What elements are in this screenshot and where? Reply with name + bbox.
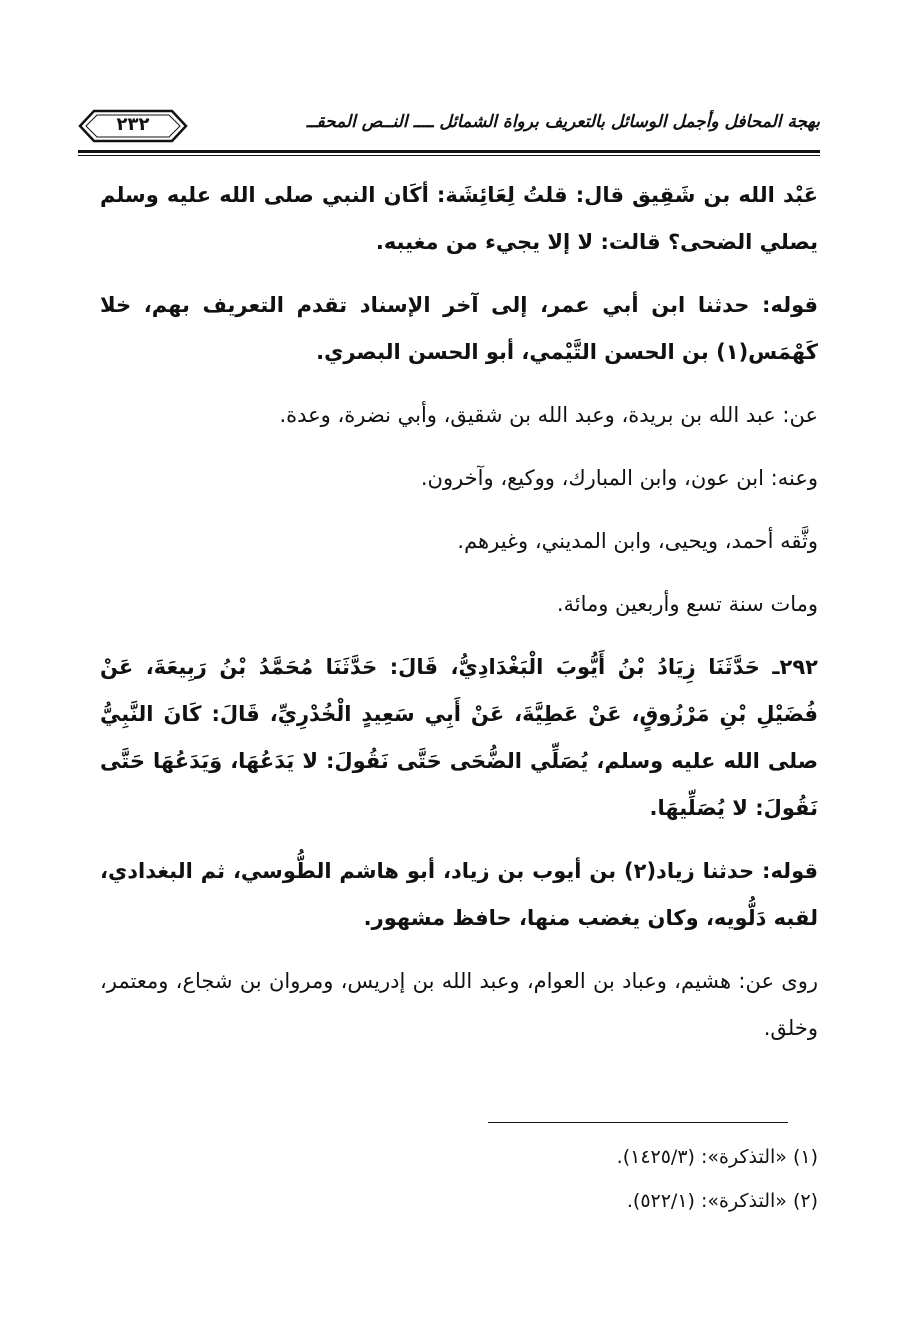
paragraph: ومات سنة تسع وأربعين ومائة.: [556, 592, 818, 616]
paragraph: وعنه: ابن عون، وابن المبارك، ووكيع، وآخرون.: [420, 466, 818, 490]
header-rule: [78, 150, 820, 153]
paragraph: عَبْد الله بن شَقِيق قال: قلتُ لِعَائِشَة: أكَان النبي صلى الله عليه وسلم يصلي الضحى؟ قالت: لا إلا يجيء من مغيبه.: [100, 183, 818, 254]
footnote-separator: [488, 1122, 788, 1123]
paragraph: قوله: حدثنا زياد(٢) بن أيوب بن زياد، أبو هاشم الطُّوسي، ثم البغدادي، لقبه دَلُّويه، وكان يغضب منها، حافظ مشهور.: [100, 859, 818, 930]
page-number-frame: [78, 108, 188, 144]
main-text: [100, 172, 818, 1068]
page-number: ٢٣٢: [116, 114, 150, 135]
hadith-paragraph: ٢٩٢ـ حَدَّثَنَا زِيَادُ بْنُ أَيُّوبَ الْبَغْدَادِيُّ، قَالَ: حَدَّثَنَا مُحَمَّدُ بْنُ رَبِيعَةَ، عَنْ فُضَيْلِ بْنِ مَرْزُوقٍ، عَنْ عَطِيَّةَ، عَنْ أَبِي سَعِيدٍ الْخُدْرِيِّ، قَالَ: كَانَ النَّبِيُّ صلى الله عليه وسلم، يُصَلِّي الضُّحَى حَتَّى نَقُولَ: لا يَدَعُهَا، وَيَدَعُهَا حَتَّى نَقُولَ: لا يُصَلِّيهَا.: [100, 655, 818, 820]
paragraph: قوله: حدثنا ابن أبي عمر، إلى آخر الإسناد تقدم التعريف بهم، خلا كَهْمَس(١) بن الحسن التَّيْمي، أبو الحسن البصري.: [100, 293, 818, 364]
footnote: (١) «التذكرة»: (١٤٢٥/٣).: [616, 1146, 818, 1168]
header-rule-thin: [78, 155, 820, 156]
footnote: (٢) «التذكرة»: (٥٢٢/١).: [626, 1190, 818, 1212]
header-title: بهجة المحافل وأجمل الوسائل بالتعريف برواة الشمائل ــــ النــص المحقــ: [306, 112, 820, 132]
paragraph: روى عن: هشيم، وعباد بن العوام، وعبد الله بن إدريس، ومروان بن شجاع، ومعتمر، وخلق.: [100, 969, 818, 1040]
paragraph: وثَّقه أحمد، ويحيى، وابن المديني، وغيرهم.: [457, 529, 818, 553]
running-header: [78, 106, 820, 150]
footnotes: [100, 1135, 818, 1223]
paragraph: عن: عبد الله بن بريدة، وعبد الله بن شقيق، وأبي نضرة، وعدة.: [279, 403, 818, 427]
